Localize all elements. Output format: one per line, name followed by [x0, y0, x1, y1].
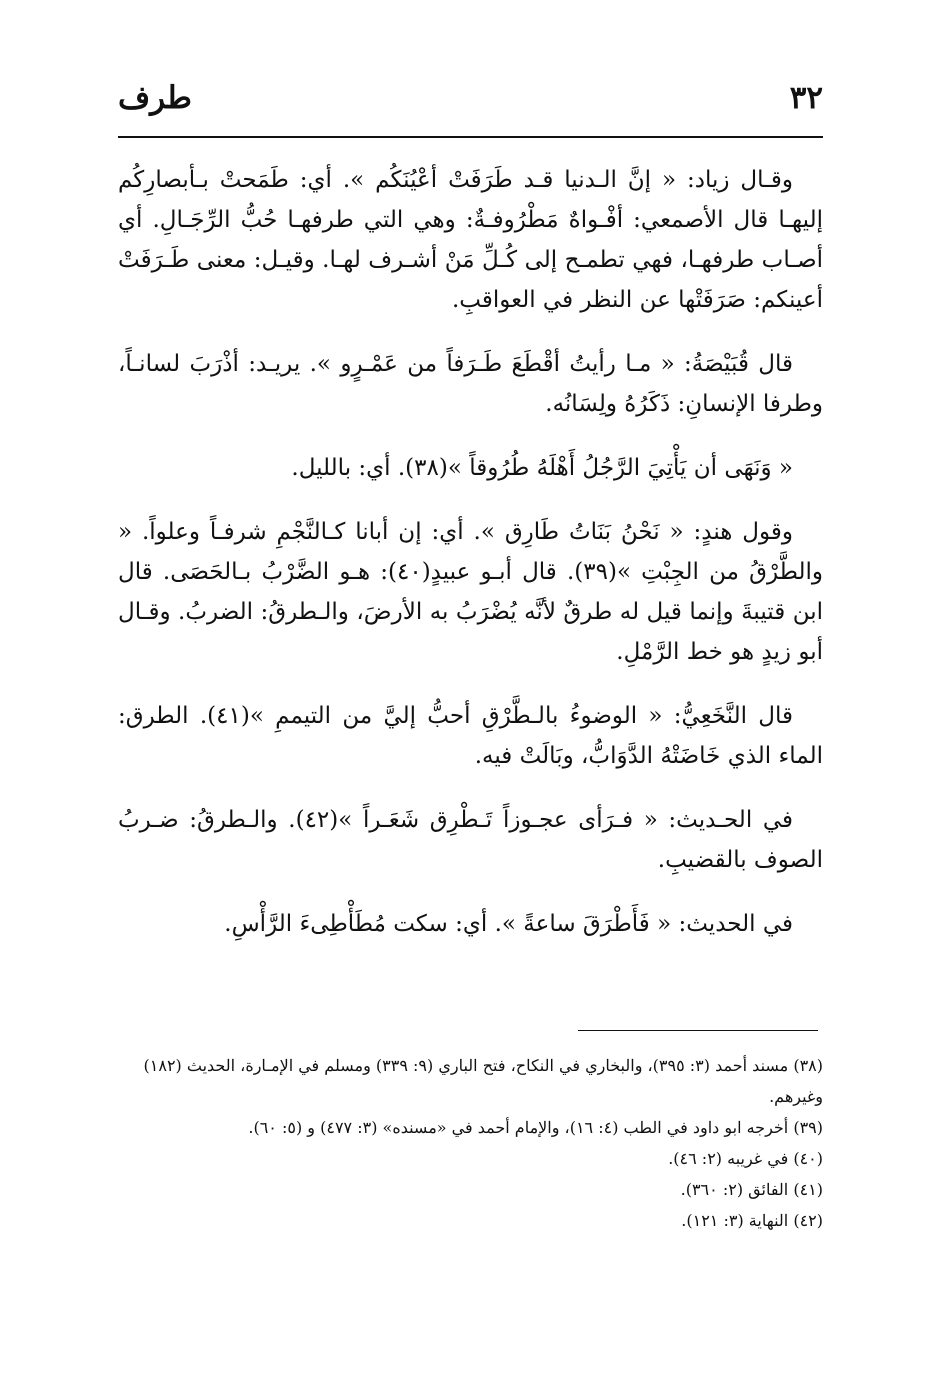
footnote-rule: [578, 1030, 818, 1031]
paragraph: في الحـديث: « فـرَأى عجـوزاً تَـطْرِق شَعَـراً »(٤٢). والـطرقُ: ضـربُ الصوف بالقضيبِ.: [118, 807, 823, 873]
footnote: (٣٩) أخرجه ابو داود في الطب (٤: ١٦)، والإمام أحمد في «مسنده» (٣: ٤٧٧) و (٥: ٦٠).: [248, 1118, 823, 1137]
footnote: (٤١) الفائق (٢: ٣٦٠).: [680, 1180, 823, 1199]
paragraph: في الحديث: « فَأَطْرَقَ ساعةً ». أي: سكت مُطَأْطِىءَ الرَّأْسِ.: [224, 911, 793, 937]
header-rule: [118, 136, 823, 138]
paragraph: قال قُبَيْصَةُ: « مـا رأيتُ أقْطَعَ طَـرَفاً من عَمْـرٍو ». يريـد: أذْرَبَ لسانـاً، وطرفا الإنسانِ: ذَكَرُهُ ولِسَانُه.: [118, 351, 823, 417]
footnote: (٤٢) النهاية (٣: ١٢١).: [681, 1211, 823, 1230]
page-number: ٣٢: [789, 80, 823, 116]
paragraph: وقـال زياد: « إنَّ الـدنيا قـد طَرَفَتْ أعْيُنَكُم ». أي: طَمَحتْ بـأبصارِكُم إليهـا قال الأصمعي: أفْـواهٌ مَطْرُوفـةٌ: وهي التي طرفهـا حُبُّ الرِّجَـالِ. أي أصـاب طرفهـا، فهي تطمـح إلى كُـلِّ مَنْ أشـرف لهـا. وقيـل: معنى طَـرَفَتْ أعينكم: صَرَفَتْها عن النظر في العواقبِ.: [118, 167, 823, 313]
page-header: [118, 72, 823, 132]
footnotes: [110, 1050, 823, 1236]
paragraph: « وَنَهَى أن يَأْتِيَ الرَّجُلُ أَهْلَهُ طُرُوقاً »(٣٨). أي: بالليل.: [291, 455, 793, 481]
footnote: (٣٨) مسند أحمد (٣: ٣٩٥)، والبخاري في النكاح، فتح الباري (٩: ٣٣٩) ومسلم في الإمـارة، الحديث (١٨٢) وغيرهم.: [143, 1056, 823, 1106]
footnote: (٤٠) في غريبه (٢: ٤٦).: [668, 1149, 823, 1168]
running-title: طرف: [118, 80, 192, 116]
paragraph: قال النَّخَعِيُّ: « الوضوءُ بالـطَّرْقِ أحبُّ إليَّ من التيممِ »(٤١). الطرق: الماء الذي خَاضَتْهُ الدَّوَابُّ، وبَالَتْ فيه.: [118, 703, 823, 769]
main-text: [118, 160, 823, 968]
paragraph: وقول هندٍ: « نَحْنُ بَنَاتُ طَارِق ». أي: إن أبانا كـالنَّجْمِ شرفـاً وعلواً. « والطَّرْقُ من الجِبْتِ »(٣٩). قال أبـو عبيدٍ(٤٠): هـو الضَّرْبُ بـالحَصَى. قال ابن قتيبةَ وإنما قيل له طرقٌ لأنَّه يُضْرَبُ به الأرضَ، والـطرقُ: الضربُ. وقـال أبو زيدٍ هو خط الرَّمْلِ.: [118, 519, 824, 665]
